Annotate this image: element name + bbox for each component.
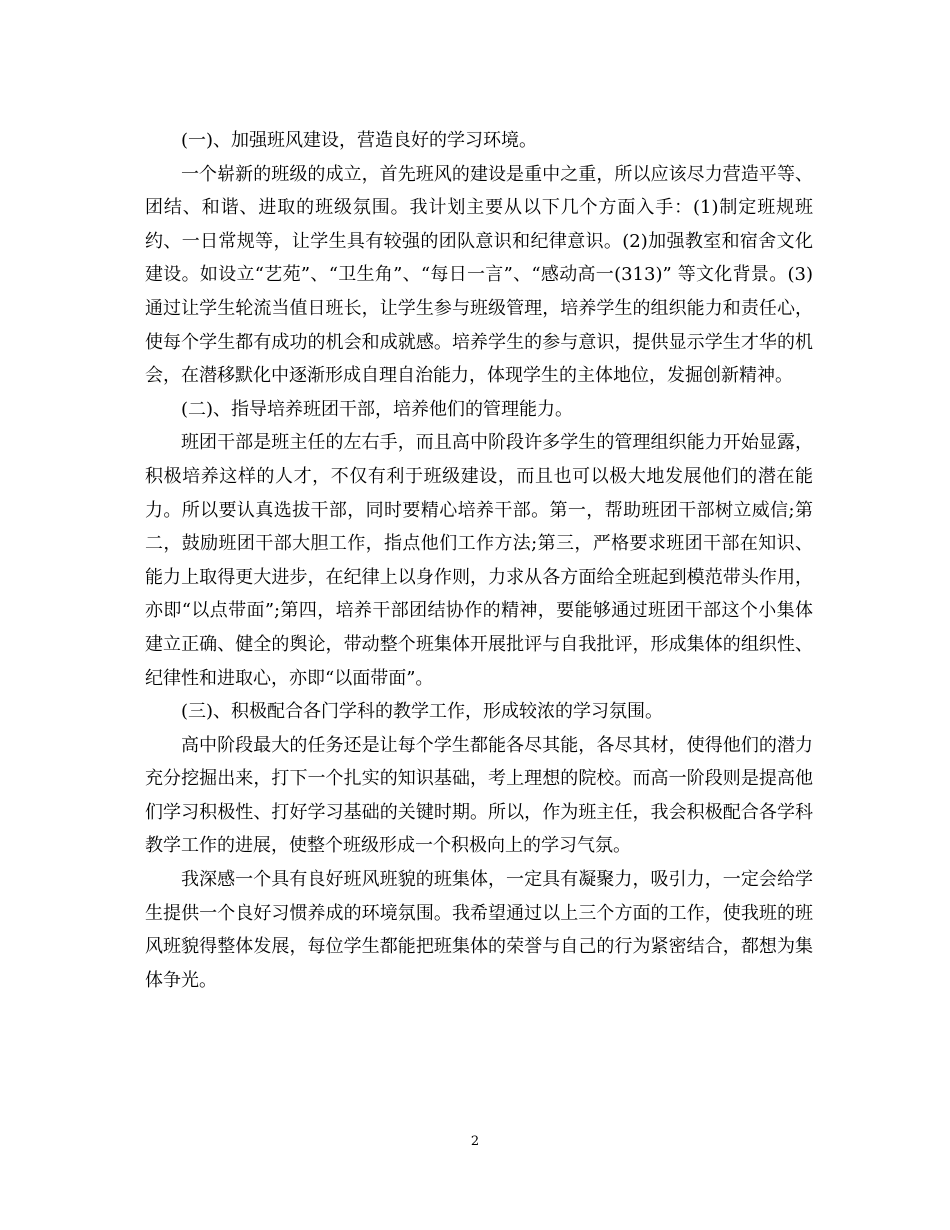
body-paragraph-3: 高中阶段最大的任务还是让每个学生都能各尽其能，各尽其材，使得他们的潜力充分挖掘出来，打下一个扎实的知识基础，考上理想的院校。而高一阶段则是提高他们学习积极性、打好学习基础的关键时期。所以，作为班主任，我会积极配合各学科教学工作的进展，使整个班级形成一个积极向上的学习气氛。	[145, 734, 813, 857]
section-heading-3: (三)、积极配合各门学科的教学工作，形成较浓的学习氛围。	[181, 701, 664, 723]
document-body	[145, 124, 813, 997]
page-number: 2	[470, 1134, 480, 1149]
section-heading-1: (一)、加强班风建设，营造良好的学习环境。	[181, 130, 538, 151]
body-paragraph-1: 一个崭新的班级的成立，首先班风的建设是重中之重，所以应该尽力营造平等、团结、和谐、进取的班级氛围。我计划主要从以下几个方面入手：(1)制定班规班约、一日常规等，让学生具有较强的团队意识和纪律意识。(2)加强教室和宿舍文化建设。如设立“艺苑”、“卫生角”、“每日一言”、“感动高一(313)” 等文化背景。(3)通过让学生轮流当值日班长，让学生参与班级管理，培养学生的组织能力和责任心，使每个学生都有成功的机会和成就感。培养学生的参与意识，提供显示学生才华的机会，在潜移默化中逐渐形成自理自治能力，体现学生的主体地位，发掘创新精神。	[145, 163, 813, 387]
body-paragraph-2: 班团干部是班主任的左右手，而且高中阶段许多学生的管理组织能力开始显露，积极培养这样的人才，不仅有利于班级建设，而且也可以极大地发展他们的潜在能力。所以要认真选拔干部，同时要精心培养干部。第一，帮助班团干部树立威信;第二，鼓励班团干部大胆工作，指点他们工作方法;第三，严格要求班团干部在知识、能力上取得更大进步，在纪律上以身作则，力求从各方面给全班起到模范带头作用，亦即“以点带面”;第四，培养干部团结协作的精神，要能够通过班团干部这个小集体建立正确、健全的舆论，带动整个班集体开展批评与自我批评，形成集体的组织性、纪律性和进取心，亦即“以面带面”。	[145, 432, 813, 689]
body-paragraph-4: 我深感一个具有良好班风班貌的班集体，一定具有凝聚力，吸引力，一定会给学生提供一个良好习惯养成的环境氛围。我希望通过以上三个方面的工作，使我班的班风班貌得整体发展，每位学生都能把班集体的荣誉与自己的行为紧密结合，都想为集体争光。	[145, 869, 813, 991]
section-heading-2: (二)、指导培养班团干部，培养他们的管理能力。	[181, 398, 574, 420]
